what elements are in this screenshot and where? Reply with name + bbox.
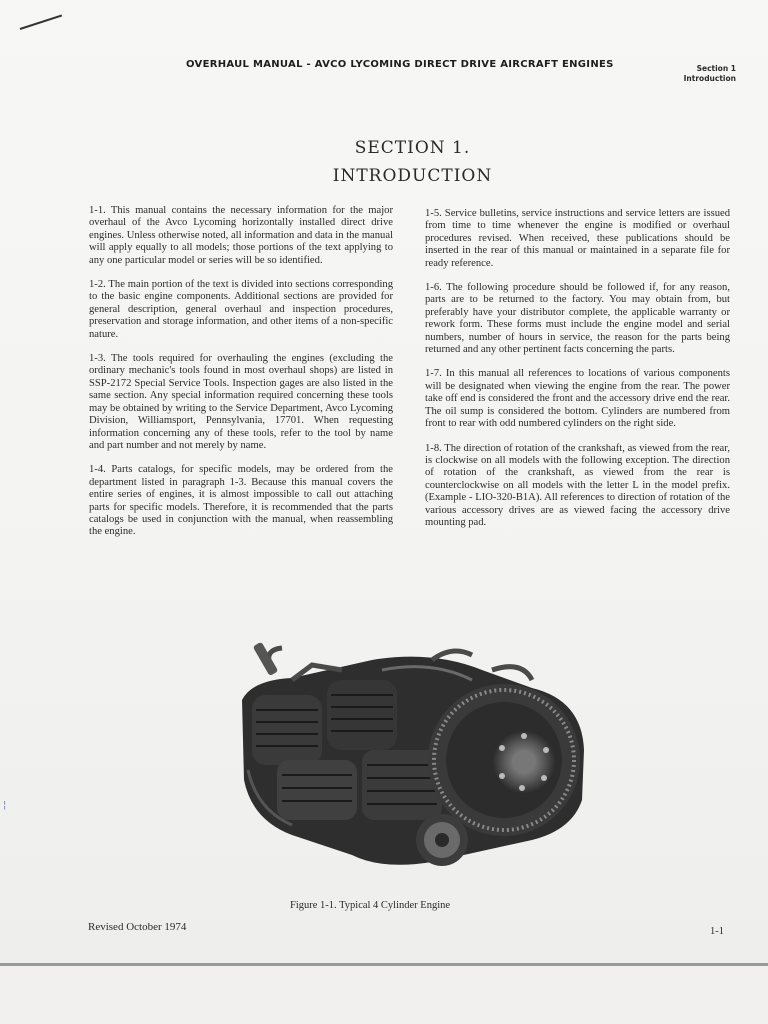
section-title: INTRODUCTION — [332, 166, 493, 186]
header-section-label: Section 1 — [696, 64, 736, 73]
paragraph-1-5: 1-5. Service bulletins, service instructions and service letters are issued from time to time whenever the engine is modified or overhaul procedures revised. When received, these publications should be inserted in the rear of this manual or maintained in a separate file for ready reference. — [425, 208, 730, 269]
paragraph-1-3: 1-3. The tools required for overhauling the engines (excluding the ordinary mechanic's tools found in most overhaul shops) are listed in SSP-2172 Special Service Tools. Inspection gages are also listed in the same section. Any special information required concerning these tools may be obtained by writing to the Service Department, Avco Lycoming Division, Williamsport, Pennsylvania, 17701. When requesting information concerning any of these tools, refer to the tool by name and part number and not merely by name. — [89, 353, 393, 451]
paragraph-1-4: 1-4. Parts catalogs, for specific models, may be ordered from the department listed in paragraph 1-3. Because this manual covers the entire series of engines, it is almost impossible to call out attaching parts for specific models. Therefore, it is recommended that the parts catalogs be used in conjunction with the manual, when reassembling the engine. — [89, 464, 393, 538]
figure-caption: Figure 1-1. Typical 4 Cylinder Engine — [290, 900, 451, 911]
engine-photo — [232, 640, 592, 872]
paragraph-1-1: 1-1. This manual contains the necessary information for the major overhaul of the Avco Lycoming horizontally installed direct drive engines. Unless otherwise noted, all information and data in the manual will apply equally to all models; those portions of the text applying to any one particular model or series will be so identified. — [89, 205, 393, 266]
revision-date: Revised October 1974 — [88, 921, 187, 933]
margin-mark: ¦ — [3, 800, 7, 811]
paragraph-1-6: 1-6. The following procedure should be followed if, for any reason, parts are to be returned to the factory. You may obtain from, but preferably have your distributor complete, the applicable warranty or rework form. These forms must include the engine model and serial numbers, number of hours in service, the reason for the parts being returned and any other pertinent facts concerning the parts. — [425, 282, 730, 356]
pencil-mark — [20, 14, 62, 29]
paragraph-1-7: 1-7. In this manual all references to locations of various components will be designated when viewing the engine from the rear. The power take off end is considered the front and the accessory drive end the rear. The oil sump is considered the bottom. Cylinders are numbered from front to rear with odd numbered cylinders on the right side. — [425, 368, 730, 430]
left-column — [89, 205, 393, 551]
header-section-name: Introduction — [683, 74, 736, 83]
section-number: SECTION 1. — [354, 138, 471, 158]
paragraph-1-2: 1-2. The main portion of the text is divided into sections corresponding to the basic engine components. Additional sections are provided for general description, general overhaul and inspection procedures, preservation and storage information, and other items of a non-specific nature. — [89, 279, 393, 340]
right-column — [425, 208, 730, 541]
scan-background — [0, 966, 768, 1024]
running-header-title: OVERHAUL MANUAL - AVCO LYCOMING DIRECT DRIVE AIRCRAFT ENGINES — [186, 59, 614, 70]
paragraph-1-8: 1-8. The direction of rotation of the crankshaft, as viewed from the rear, is clockwise on all models with the following exception. The direction of rotation of the crankshaft, as viewed from the rear is counterclockwise on all models with the letter L in the model prefix. (Example - LIO-320-B1A). All references to direction of rotation of the various accessory drives are as viewed facing the accessory drive mounting pad. — [425, 442, 730, 528]
running-header-section — [684, 64, 736, 84]
page-number: 1-1 — [710, 926, 724, 937]
